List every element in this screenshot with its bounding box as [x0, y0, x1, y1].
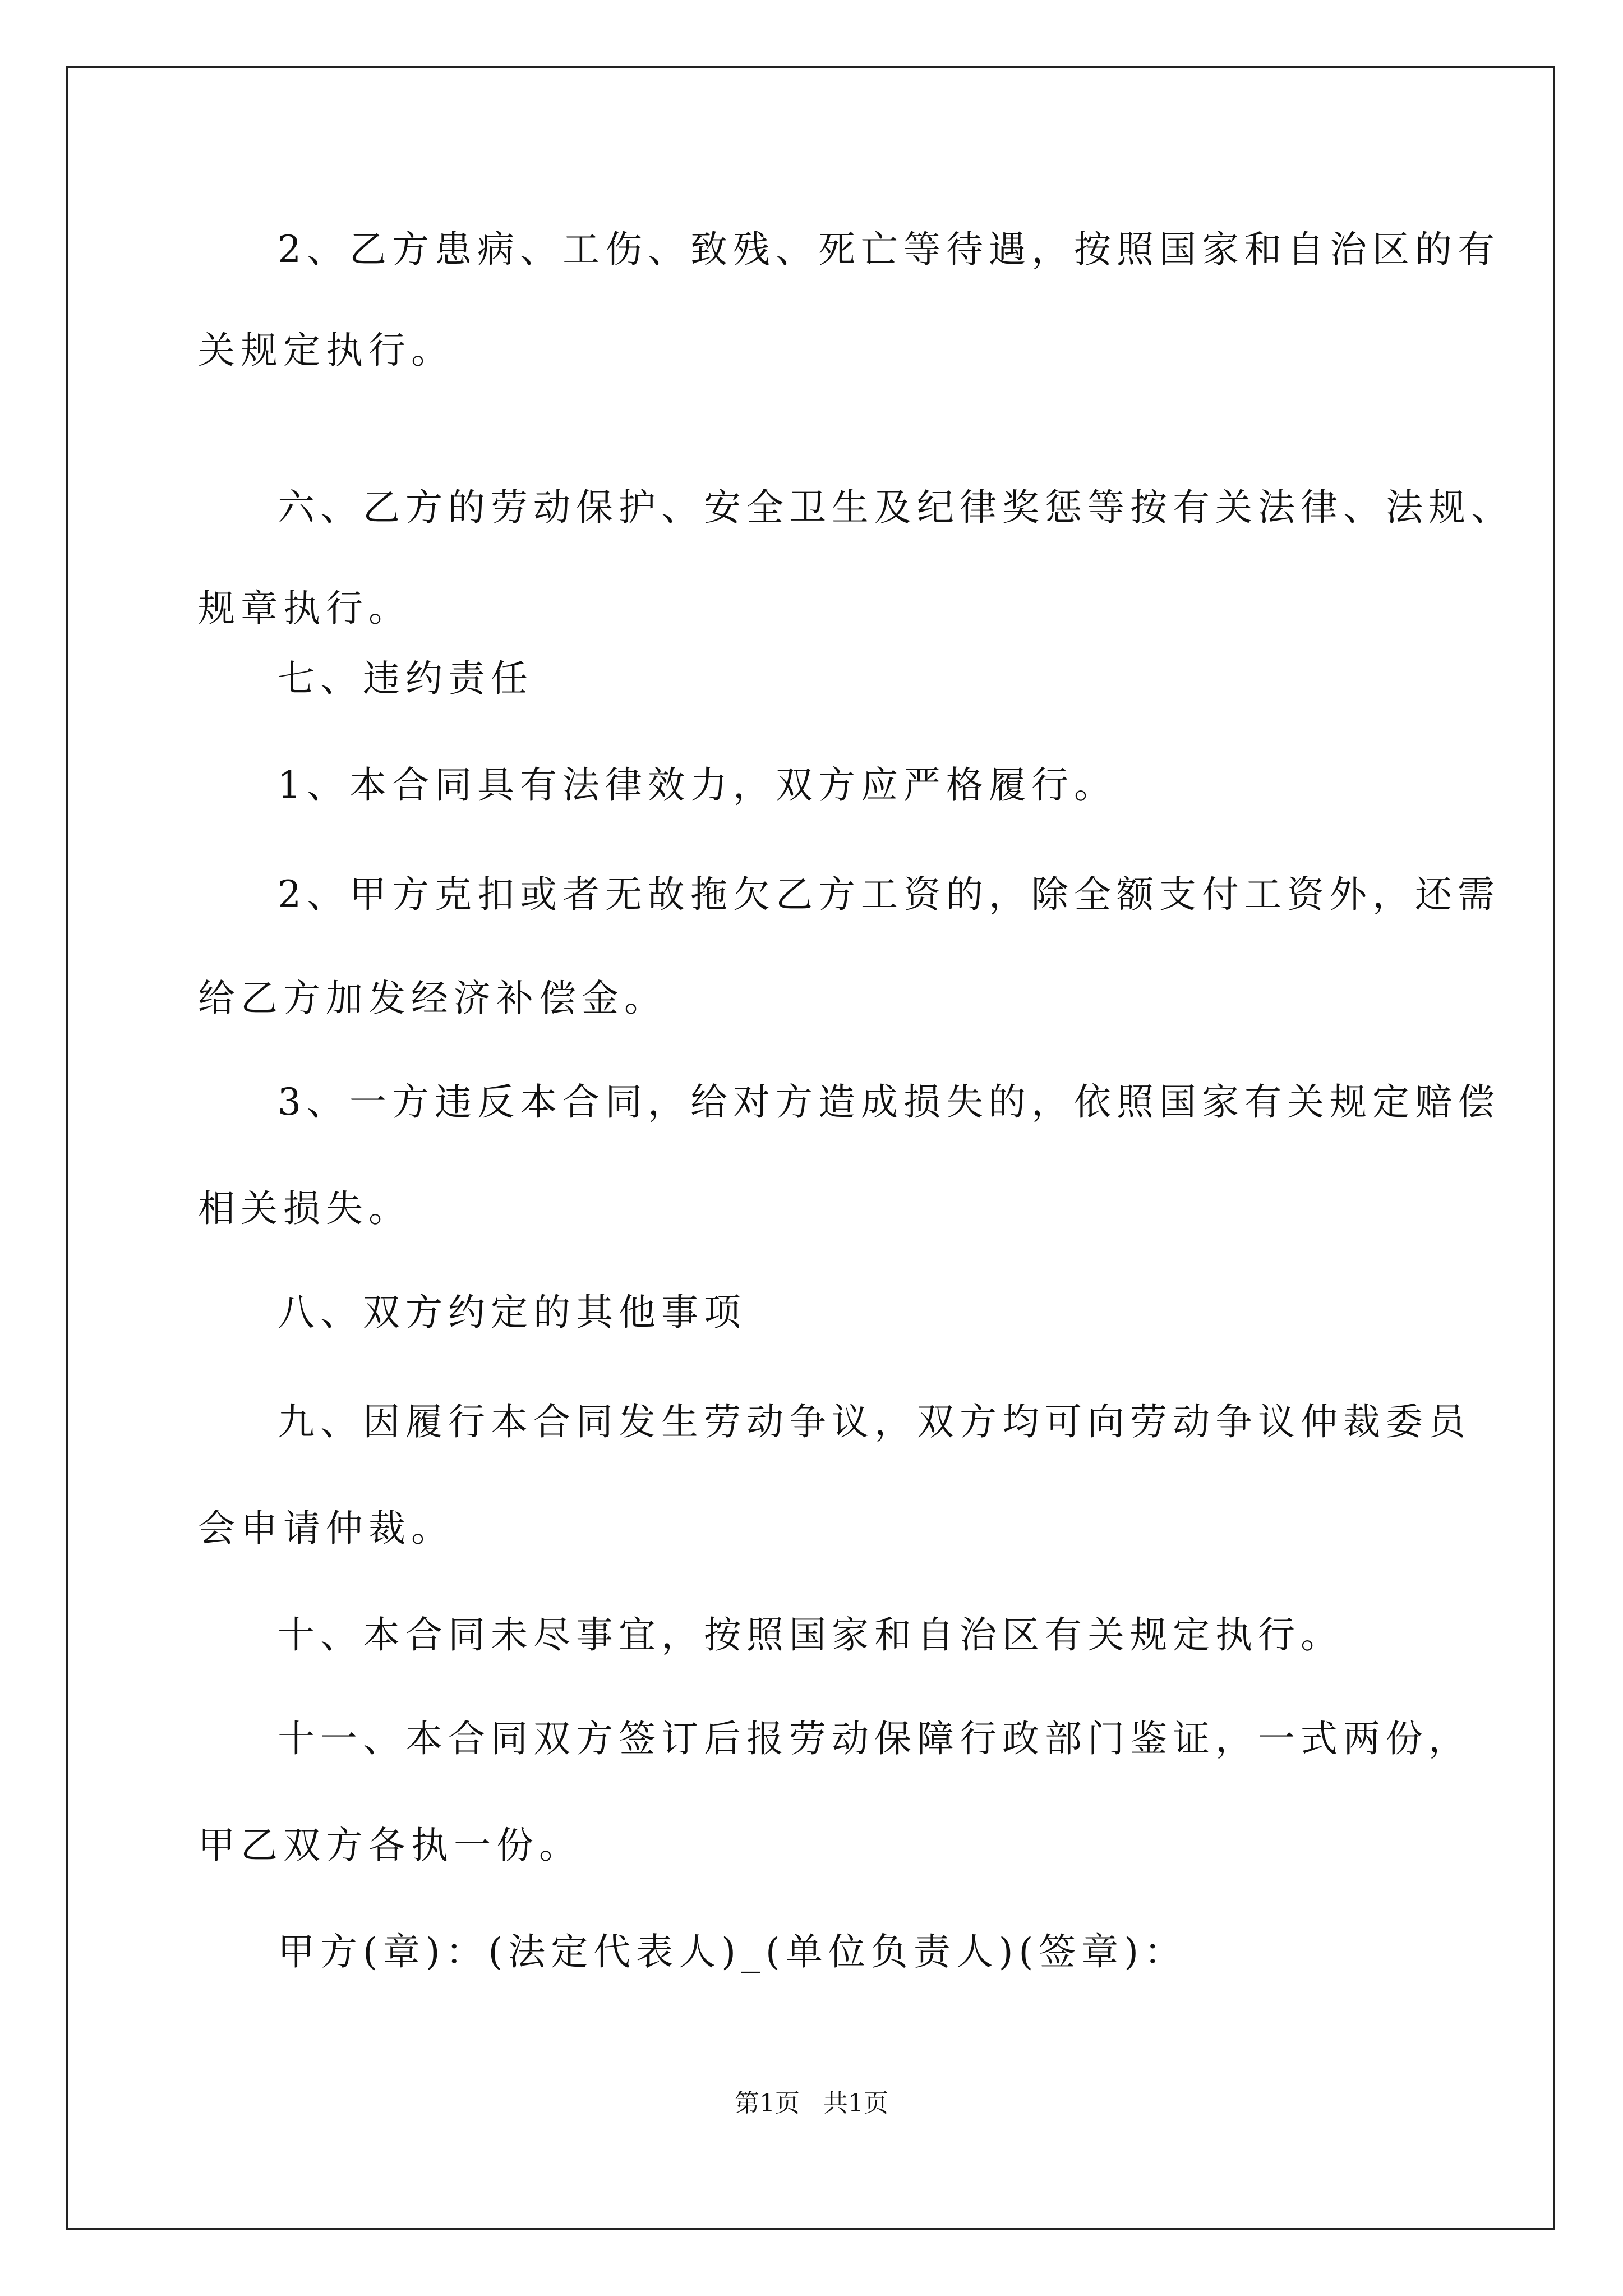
paragraph-line: 十一、本合同双方签订后报劳动保障行政部门鉴证，一式两份， — [278, 1717, 1471, 1760]
section-heading: 七、违约责任 — [278, 657, 533, 700]
paragraph-line: 会申请仲裁。 — [198, 1507, 454, 1550]
signature-line: 甲方(章)：(法定代表人)_(单位负责人)(签章)： — [278, 1930, 1187, 1973]
paragraph-line: 3、一方违反本合同，给对方造成损失的，依照国家有关规定赔偿 — [278, 1080, 1500, 1124]
paragraph-line: 2、甲方克扣或者无故拖欠乙方工资的，除全额支付工资外，还需 — [278, 873, 1500, 916]
paragraph-line: 关规定执行。 — [198, 329, 454, 372]
paragraph-line: 给乙方加发经济补偿金。 — [198, 977, 667, 1020]
paragraph-line: 六、乙方的劳动保护、安全卫生及纪律奖惩等按有关法律、法规、 — [278, 486, 1514, 529]
paragraph-line: 甲乙双方各执一份。 — [198, 1824, 582, 1867]
paragraph-line: 2、乙方患病、工伤、致残、死亡等待遇，按照国家和自治区的有 — [278, 228, 1500, 271]
section-heading: 八、双方约定的其他事项 — [278, 1291, 746, 1334]
paragraph-line: 十、本合同未尽事宜，按照国家和自治区有关规定执行。 — [278, 1613, 1343, 1657]
paragraph-line: 相关损失。 — [198, 1187, 411, 1230]
paragraph-line: 九、因履行本合同发生劳动争议，双方均可向劳动争议仲裁委员 — [278, 1400, 1471, 1443]
page-footer: 第1页 共1页 — [735, 2089, 888, 2118]
paragraph-line: 1、本合同具有法律效力，双方应严格履行。 — [278, 763, 1117, 807]
paragraph-line: 规章执行。 — [198, 587, 411, 630]
page-border — [66, 66, 1555, 2230]
